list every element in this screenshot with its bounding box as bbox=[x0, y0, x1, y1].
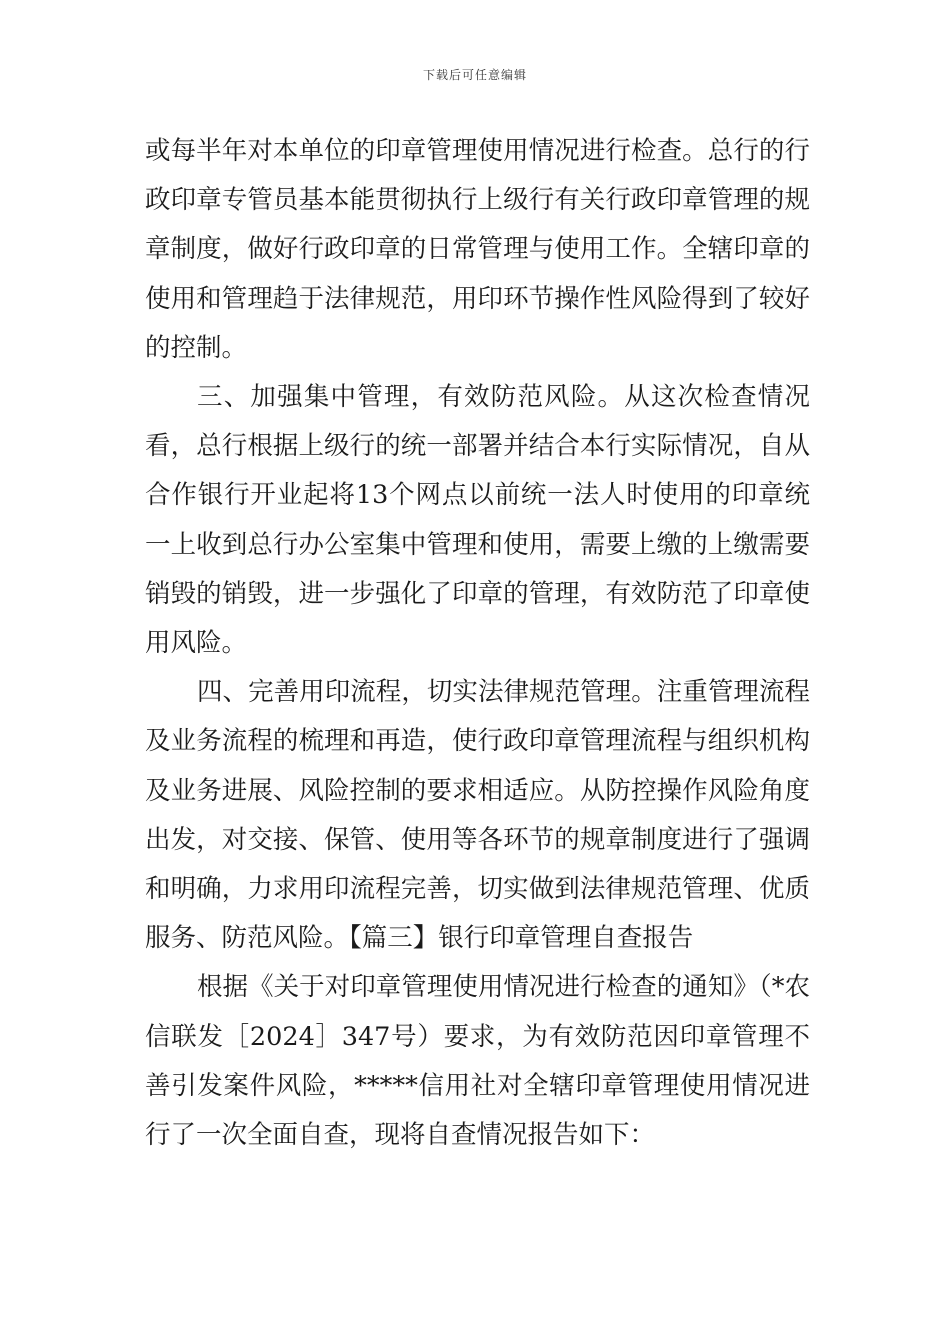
page-header: 下载后可任意编辑 bbox=[422, 68, 527, 82]
paragraph-section-three: 三、加强集中管理，有效防范风险。从这次检查情况看，总行根据上级行的统一部署并结合本行实际情况，自从合作银行开业起将13个网点以前统一法人时使用的印章统一上收到总行办公室集中管理和使用，需要上缴的上缴需要销毁的销毁，进一步强化了印章的管理，有效防范了印章使用风险。 bbox=[145, 382, 810, 659]
paragraph-continuation: 或每半年对本单位的印章管理使用情况进行检查。总行的行政印章专管员基本能贯彻执行上级行有关行政印章管理的规章制度，做好行政印章的日常管理与使用工作。全辖印章的使用和管理趋于法律规范，用印环节操作性风险得到了较好的控制。 bbox=[145, 136, 810, 363]
paragraph-section-four: 四、完善用印流程，切实法律规范管理。注重管理流程及业务流程的梳理和再造，使行政印章管理流程与组织机构及业务进展、风险控制的要求相适应。从防控操作风险角度出发，对交接、保管、使用等各环节的规章制度进行了强调和明确，力求用印流程完善，切实做到法律规范管理、优质服务、防范风险。【篇三】银行印章管理自查报告 bbox=[145, 677, 810, 954]
document-body bbox=[145, 127, 810, 1160]
paragraph-report-intro: 根据《关于对印章管理使用情况进行检查的通知》（*农信联发［2024］347号）要求，为有效防范因印章管理不善引发案件风险，*****信用社对全辖印章管理使用情况进行了一次全面自查，现将自查情况报告如下： bbox=[145, 972, 810, 1151]
